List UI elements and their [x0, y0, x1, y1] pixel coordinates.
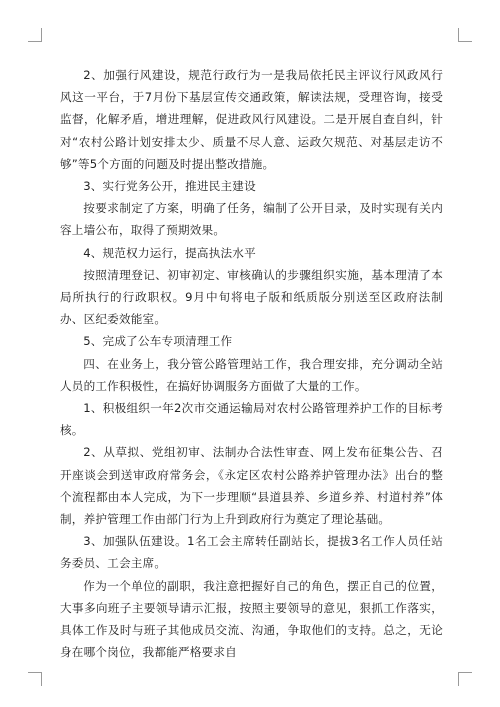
- paragraph-business-section: 四、在业务上，我分管公路管理站工作，我合理安排，充分调动全站人员的工作积极性，在搞好协调服务方面做了大量的工作。: [60, 356, 443, 393]
- paragraph-party-affairs: 按要求制定了方案，明确了任务，编制了公开目录，及时实现有关内容上墙公布，取得了预期效果。: [60, 201, 443, 238]
- crop-mark-top-left: [28, 28, 42, 42]
- crop-mark-bottom-left: [28, 672, 42, 686]
- paragraph-heading-party-affairs: 3、实行党务公开，推进民主建设: [83, 179, 256, 194]
- paragraph-power-regulation: 按照清理登记、初审初定、审核确认的步骤组织实施，基本理清了本局所执行的行政职权。9月中旬将电子版和纸质版分别送至区政府法制办、区纪委效能室。: [60, 267, 443, 327]
- paragraph-deputy-role: 作为一个单位的副职，我注意把握好自己的角色，摆正自己的位置，大事多向班子主要领导请示汇报，按照主要领导的意见，狠抓工作落实，具体工作及时与班子其他成员交流、沟通，争取他们的支持。总之，无论身在哪个岗位，我都能严格要求自: [60, 578, 443, 660]
- paragraph-behavior-building: 2、加强行风建设，规范行政行为一是我局依托民主评议行风政风行风这一平台，于7月份下基层宣传交通政策，解读法规，受理咨询，接受监督，化解矛盾，增进理解，促进政风行风建设。二是开展自查自纠，针对“农村公路计划安排太少、质量不尽人意、运政欠规范、对基层走访不够”等5个方面的问题及时提出整改措施。: [60, 68, 443, 171]
- document-body: [60, 64, 443, 663]
- paragraph-heading-vehicle-cleanup: 5、完成了公车专项清理工作: [83, 334, 233, 349]
- crop-mark-bottom-right: [458, 672, 472, 686]
- paragraph-management-measures: 2、从草拟、党组初审、法制办合法性审查、网上发布征集公告、召开座谈会到送审政府常务会，《永定区农村公路养护管理办法》出台的整个流程都由本人完成，为下一步理顺“县道县养、乡道乡养、村道村养”体制，养护管理工作由部门行为上升到政府行为奠定了理论基础。: [60, 445, 443, 527]
- crop-mark-top-right: [458, 28, 472, 42]
- paragraph-heading-power-regulation: 4、规范权力运行，提高执法水平: [83, 245, 256, 260]
- paragraph-team-building: 3、加强队伍建设。1名工会主席转任副站长，提拔3名工作人员任站务委员、工会主席。: [60, 534, 443, 571]
- paragraph-target-assessment: 1、积极组织一年2次市交通运输局对农村公路管理养护工作的目标考核。: [60, 401, 443, 438]
